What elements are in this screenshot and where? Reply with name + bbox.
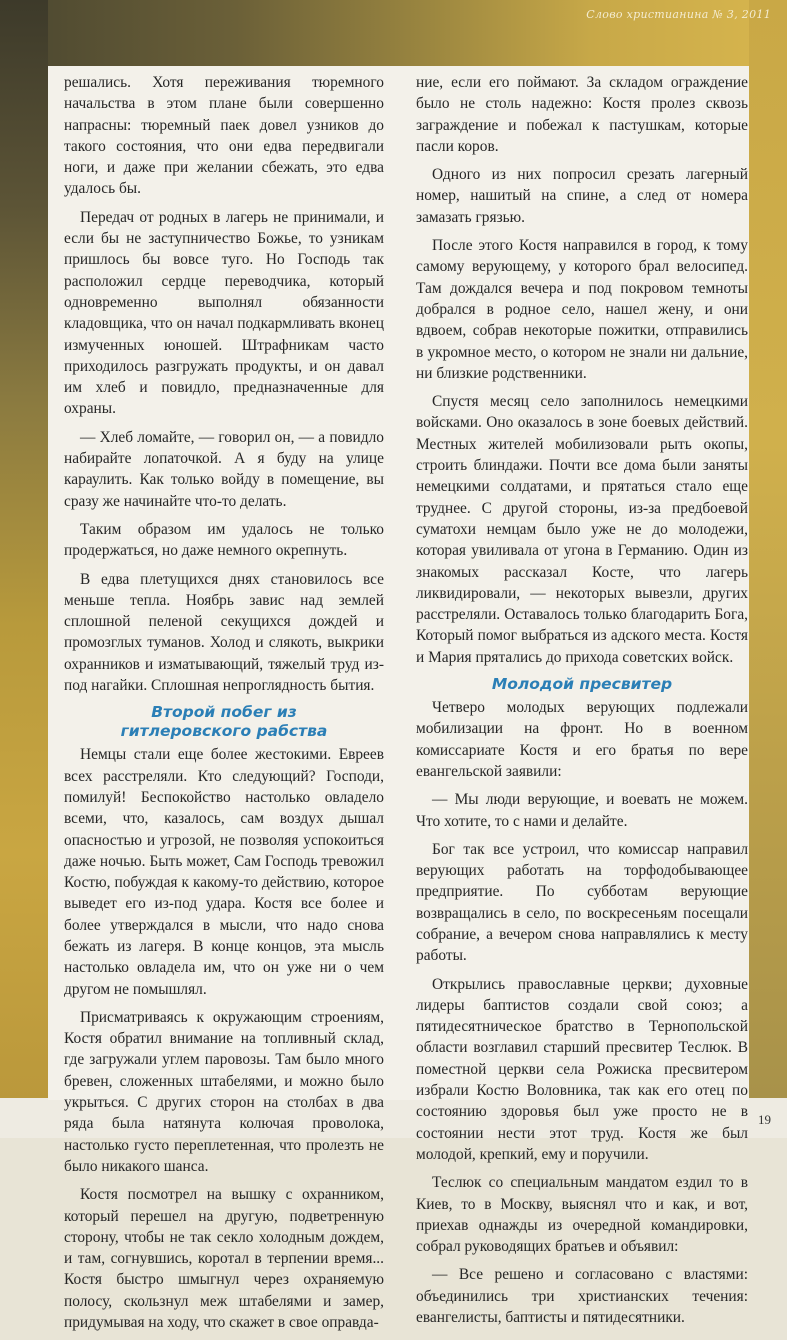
paragraph: ние, если его поймают. За складом ограждение было не столь надежно: Костя пролез сквозь заграждение и побежал к пастушкам, которые пасли коров. bbox=[416, 74, 748, 155]
paragraph: решались. Хотя переживания тюремного начальства в этом плане были совершенно напрасны: тюремный паек довел узников до такого состояния, что они едва передвигали ноги, и даже при желании сбежать, это едва удалось бы. bbox=[64, 74, 384, 198]
section-heading: Молодой пресвитер bbox=[491, 675, 673, 694]
paragraph: Спустя месяц село заполнилось немецкими войсками. Оно оказалось в зоне боевых действий. Местных жителей мобилизовали рыть окопы, строить блиндажи. Почти все дома были заняты немецкими солдатами, и прятаться стало еще труднее. С другой стороны, из-за предбоевой суматохи немцам было уже не до молодежи, которая увиливала от угона в Германию. Один из знакомых рассказал Косте, что лагерь ликвидировали, — некоторых вывезли, других расстреляли. Оставалось только благодарить Бога, Который помог выбраться из адского места. Костя и Мария прятались до прихода советских войск. bbox=[416, 393, 748, 666]
page-number: 19 bbox=[758, 1112, 771, 1127]
paragraph: Теслюк со специальным мандатом ездил то в Киев, то в Москву, выяснял что и как, и вот, приехав однажды из очередной командировки, собрал руководящих братьев и объявил: bbox=[416, 1174, 748, 1256]
paragraph: Передач от родных в лагерь не принимали, и если бы не заступничество Божье, то узникам пришлось бы вовсе туго. Но Господь так расположил сердце переводчика, который одновременно выполнял обязанности кладовщика, что он начал подкармливать вконец измученных юношей. Штрафникам часто приходилось разгружать продукты, и он давал им хлеб и повидло, предназначенные для охраны. bbox=[64, 208, 384, 418]
paragraph: Открылись православные церкви; духовные лидеры баптистов создали свой союз; а пятидесятническое братство в Тернопольской области возглавил старший пресвитер Теслюк. В поместной церкви села Рожиска пресвитером избрали Костю Воловника, так как его отец по состоянию здоровья был уже просто не в состоянии нести этот труд. Костя же был молодой, крепкий, ему и поручили. bbox=[416, 975, 748, 1163]
paragraph: Таким образом им удалось не только продержаться, но даже немного окрепнуть. bbox=[64, 520, 384, 560]
paragraph: Присматриваясь к окружающим строениям, Костя обратил внимание на топливный склад, где загружали углем паровозы. Там было много бревен, сложенных штабелями, и можно было укрыться. С других сторон на столбах в два ряда была натянута колючая проволока, настолько густо переплетенная, что пролезть не было никакого шанса. bbox=[64, 1008, 384, 1175]
right-column bbox=[416, 72, 748, 1335]
left-column bbox=[64, 72, 384, 1340]
paragraph: Костя посмотрел на вышку с охранником, который перешел на другую, подветренную сторону, чтобы не так секло холодным дождем, и там, согнувшись, коротал в терпении время... Костя быстро шмыгнул через охраняемую полосу, скользнул меж штабелями и замер, придумывая на ходу, что скажет в свое оправда- bbox=[64, 1186, 384, 1332]
paragraph: Бог так все устроил, что комиссар направил верующих работать на торфодобывающее предприятие. По субботам верующие возвращались в село, по воскресеньям посещали собрание, а вечером снова направлялись к месту работы. bbox=[416, 840, 748, 965]
section-heading-line: гитлеровского рабства bbox=[120, 722, 328, 741]
section-heading bbox=[64, 703, 384, 741]
paragraph: Четверо молодых верующих подлежали мобилизации на фронт. Но в военном комиссариате Костя и его братья по вере евангельской заявили: bbox=[416, 699, 748, 780]
right-background-band bbox=[749, 0, 787, 1100]
paragraph: — Все решено и согласовано с властями: объединились три христианских течения: евангелисты, баптисты и пятидесятники. bbox=[416, 1266, 748, 1327]
left-background-band bbox=[0, 0, 48, 1138]
paragraph: Одного из них попросил срезать лагерный номер, нашитый на спине, а след от номера замазать грязью. bbox=[416, 166, 748, 226]
running-header: Слово христианина № 3, 2011 bbox=[586, 8, 771, 21]
paragraph: После этого Костя направился в город, к тому самому верующему, у которого брал велосипед. Там дождался вечера и под покровом темноты добрался в родное село, нашел жену, и они вдвоем, собрав некоторые пожитки, отправились в укромное место, о котором не знали ни дальние, ни близкие родственники. bbox=[416, 237, 748, 382]
paragraph: В едва плетущихся днях становилось все меньше тепла. Ноябрь завис над землей сплошной пеленой секущихся дождей и промозглых туманов. Холод и слякоть, выкрики охранников и изматывающий, тяжелый труд из-под нагайки. Сплошная непроглядность бытия. bbox=[64, 570, 384, 695]
paragraph: — Мы люди верующие, и воевать не можем. Что хотите, то с нами и делайте. bbox=[416, 791, 748, 830]
section-heading-line: Второй побег из bbox=[151, 703, 297, 722]
paragraph: Немцы стали еще более жестокими. Евреев всех расстреляли. Кто следующий? Господи, помилуй! Беспокойство настолько овладело всеми, что, казалось, сам воздух дышал опасностью и угрозой, не позволяя успокоиться даже ночью. Быть может, Сам Господь тревожил Костю, побуждая к какому-то действию, которое выведет его из-под удара. Костя все более и более утверждался в мысли, что надо снова бежать из лагеря. В конце концов, эта мысль настолько овладела им, что он уже ни о чем другом не помышлял. bbox=[64, 746, 384, 998]
paragraph: — Хлеб ломайте, — говорил он, — а повидло набирайте лопаточкой. А я буду на улице караулить. Как только войду в помещение, вы сразу же начинайте что-то делать. bbox=[64, 428, 384, 510]
